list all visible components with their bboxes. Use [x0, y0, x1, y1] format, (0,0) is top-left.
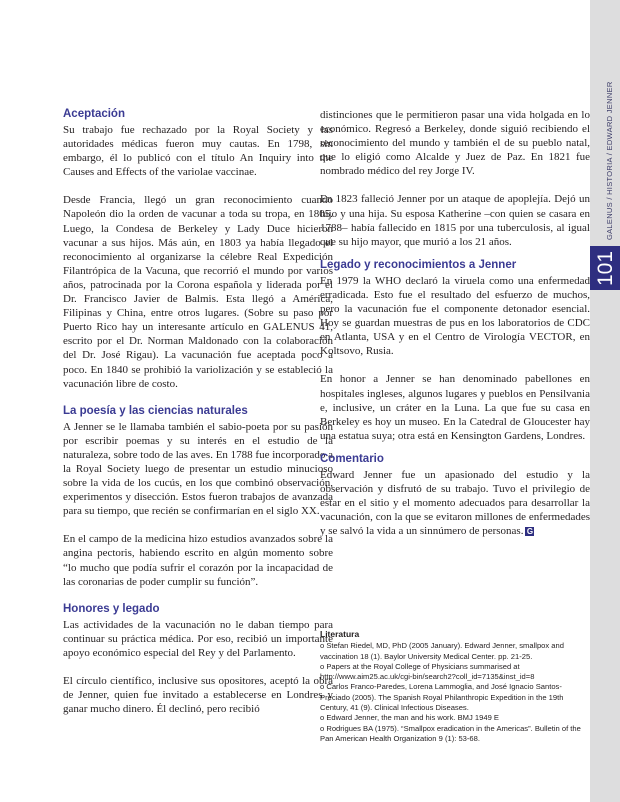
paragraph: Las actividades de la vacunación no le daban tiempo para continuar su práctica médica. Por eso, recibió un importante apoyo económico especial del Rey y del Parlamento.: [63, 618, 333, 659]
paragraph: Su trabajo fue rechazado por la Royal Society y las autoridades médicas fueron muy cautas. En 1798, sin embargo, él lo publicó con el título An Inquiry into the Causes and Effects of the variolae vaccinae.: [63, 124, 333, 179]
reference-item: o Edward Jenner, the man and his work. BMJ 1949 E: [320, 713, 499, 723]
reference-item: o Papers at the Royal College of Physicians summarised at http://www.aim25.ac.uk/cgi-bin/search2?coll_id=7135&inst_id=8: [320, 661, 535, 682]
page-number: 101: [594, 250, 617, 286]
references: [320, 629, 586, 744]
paragraph: En honor a Jenner se han denominado pabellones en hospitales ingleses, algunos lugares y pueblos en Pensilvania e, inclusive, un cráter en la Luna. La que fue su casa en Berkeley es hoy un museo. En la Catedral de Gloucester hay una estatua suya; otra está en Kensington Gardens, Londres.: [320, 373, 590, 442]
references-title: Literatura: [320, 629, 360, 639]
page-number-box: [590, 246, 620, 290]
paragraph: En 1823 falleció Jenner por un ataque de apoplejía. Dejó un hijo y una hija. Su esposa Katherine –con quien se casara en 1788– había fallecido en 1815 por una tuberculosis, al igual que su hijo mayor, que murió a los 21 años.: [320, 193, 590, 248]
reference-item: o Rodrigues BA (1975). “Smallpox eradication in the Americas”. Bulletin of the Pan American Health Organization 9 (1): 53-68.: [320, 723, 581, 743]
section-title-legado: Legado y reconocimientos a Jenner: [320, 258, 517, 271]
right-column: [320, 108, 590, 538]
section-title-honores: Honores y legado: [63, 602, 160, 615]
paragraph: En el campo de la medicina hizo estudios avanzados sobre la angina pectoris, habiendo escrito en algún momento sobre “lo mucho que podía sufrir el corazón por la incapacidad de las coronarias de poder cumplir su función”.: [63, 533, 333, 588]
left-column: [63, 108, 333, 716]
section-title-aceptacion: Aceptación: [63, 108, 125, 120]
paragraph: distinciones que le permitieron pasar una vida holgada en lo económico. Regresó a Berkeley, donde siguió recibiendo el reconocimiento del mundo y también el de su pueblo natal, que lo eligió como Alcalde y Juez de Paz. En 1821 fue nombrado médico del rey Jorge IV.: [320, 109, 590, 178]
reference-item: o Stefan Riedel, MD, PhD (2005 January). Edward Jenner, smallpox and vaccination 18 (1). Baylor University Medical Center. pp. 21-25.: [320, 641, 564, 661]
sidebar-band: [590, 0, 620, 802]
running-head: GALENUS / HISTORIA / EDWARD JENNER: [605, 81, 614, 240]
paragraph: [320, 468, 590, 538]
reference-item: o Carlos Franco-Paredes, Lorena Lammoglia, and José Ignacio Santos-Preciado (2005). The Spanish Royal Philanthropic Expedition in the 19th Century, 41 (9). Clinical Infectious Diseases.: [320, 682, 564, 713]
paragraph: A Jenner se le llamaba también el sabio-poeta por su pasión por escribir poemas y su interés en el estudio de la naturaleza, sobre todo de las aves. En 1788 fue incorporado a la Royal Society luego de presentar un estudio minucioso sobre la vida de los cucús, en los que combinó observación, experimentos y disección. Estos fueron trabajos de avanzada para su tiempo, que recién se confirmarían en el siglo XX.: [63, 420, 334, 518]
comentario-text: Edward Jenner fue un apasionado del estudio y la observación y disfrutó de su trabajo. Tuvo el privilegio de estar en el sitio y el momento adecuados para desarrollar la vacunación, con la que se evitaron millones de enfermedades y se salvó la vida a un sinnúmero de personas.: [320, 468, 590, 538]
paragraph: Desde Francia, llegó un gran reconocimiento cuando Napoleón dio la orden de vacunar a toda su tropa, en 1805. Luego, la Condesa de Berkeley y Lady Duce hicieron vacunar a sus hijos. Más aún, en 1803 ya había llegado el reconocimiento al organizarse la célebre Real Expedición Filantrópica de la Vacuna, que recorrió el mundo por varios años, patrocinada por la Corona española y liderada por el Dr. Francisco Javier de Balmis. Esta llegó a América, Filipinas y China, entre otros lugares. (Sobre su paso por Puerto Rico hay un interesante artículo en GALENUS 41, escrito por el Dr. Norman Maldonado con la colaboración del Dr. José Rigau). La vacunación fue aceptada poco a poco. En 1840 se prohibió la variolización y se estableció la vacunación libre de costo.: [63, 194, 333, 390]
galenus-logo-icon: G: [526, 527, 534, 537]
section-title-comentario: Comentario: [320, 452, 384, 465]
section-title-poesia: La poesía y las ciencias naturales: [63, 404, 248, 417]
paragraph: En 1979 la WHO declaró la viruela como una enfermedad erradicada. Esto fue el resultado del esfuerzo de muchos, pero la vacunación fue el componente detonador esencial. Hoy se guardan muestras de pus en los laboratorios de CDC en Atlanta, USA y en el Centro de Virología VECTOR, en Koltsovo, Rusia.: [320, 274, 590, 358]
paragraph: El círculo científico, inclusive sus opositores, aceptó la obra de Jenner, quien fue invitado a establecerse en Londres y ganar mucho dinero. Él declinó, pero recibió: [63, 675, 333, 716]
